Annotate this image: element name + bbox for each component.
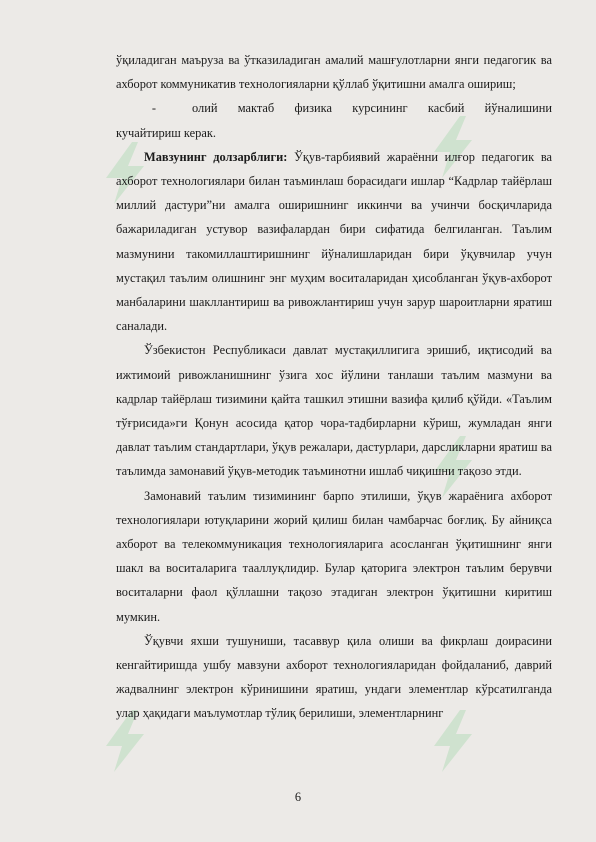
bullet-dash: - xyxy=(151,101,157,116)
relevance-label: Мавзунинг долзарблиги: xyxy=(144,149,288,164)
paragraph: Ўқувчи яхши тушуниши, тасаввур қила олиши ва фикрлаш доирасини кенгайтиришда ушбу мавзуни ахборот технологияларидан фойдаланиб, даврий жадвалнинг электрон кўринишини яратиш, ундаги элементлар кўрсатилганда улар ҳақидаги маълумотлар тўлиқ берилиши, элементларнинг xyxy=(116,633,552,721)
paragraph: Замонавий таълим тизимининг барпо этилиши, ўқув жараёнига ахборот технологиялари ютуқларини жорий қилиш билан чамбарчас боғлиқ. Бу айниқса ахборот ва телекоммуникация технологияларига асосланган ўқитишнинг янги шакл ва воситаларига тааллуқлидир. Булар қаторига электрон таълим берувчи воситаларни фаол қўллашни тақозо этадиган электрон ўқитишни киритиш мумкин. xyxy=(116,488,552,624)
relevance-text: Ўқув-тарбиявий жараённи илғор педагогик ва ахборот технологиялари билан таъминлаш борасидаги ишлар “Кадрлар тайёрлаш миллий дастури”ни амалга оширишнинг иккинчи ва учинчи босқичларида бажариладиган устувор вазифалардан бири сифатида белгиланган. Таълим мазмунини такомиллаштиришнинг йўналишларидан бири ўқувчилар учун мустақил таълим олишнинг энг муҳим воситаларидан ҳисобланган ўқув-ахборот манбаларини шакллантириш ва ривожлантириш учун зарур шароитларни яратиш саналади. xyxy=(116,149,552,334)
list-item-continued: ўқиладиган маъруза ва ўтказиладиган амалий машғулотларни янги педагогик ва ахборот коммуникатив технологияларни қўллаб ўқитишни амалга ошириш; xyxy=(116,53,552,92)
list-item-text-continued: кучайтириш керак. xyxy=(116,125,216,140)
page-number: 6 xyxy=(294,790,302,804)
list-item-bullet xyxy=(116,96,552,120)
paragraph-relevance xyxy=(116,145,552,339)
body-text xyxy=(116,48,552,726)
list-item-text: олий мактаб физика курсининг касбий йўналишини xyxy=(192,101,552,116)
paragraph: Ўзбекистон Республикаси давлат мустақиллигига эришиб, иқтисодий ва ижтимоий ривожланишнинг ўзига хос йўлини танлаши таълим мазмуни ва кадрлар тайёрлаш тизимини қайта ташкил этишни вазифа қилиб қўйди. «Таълим тўғрисида»ги Қонун асосида қатор чора-тадбирларни кўриш, жумладан янги давлат таълим стандартлари, ўқув режалари, дастурлари, дарсликларни яратиш ва таълимда замонавий ўқув-методик таъминотни ишлаб чиқишни тақозо этди. xyxy=(116,343,552,479)
